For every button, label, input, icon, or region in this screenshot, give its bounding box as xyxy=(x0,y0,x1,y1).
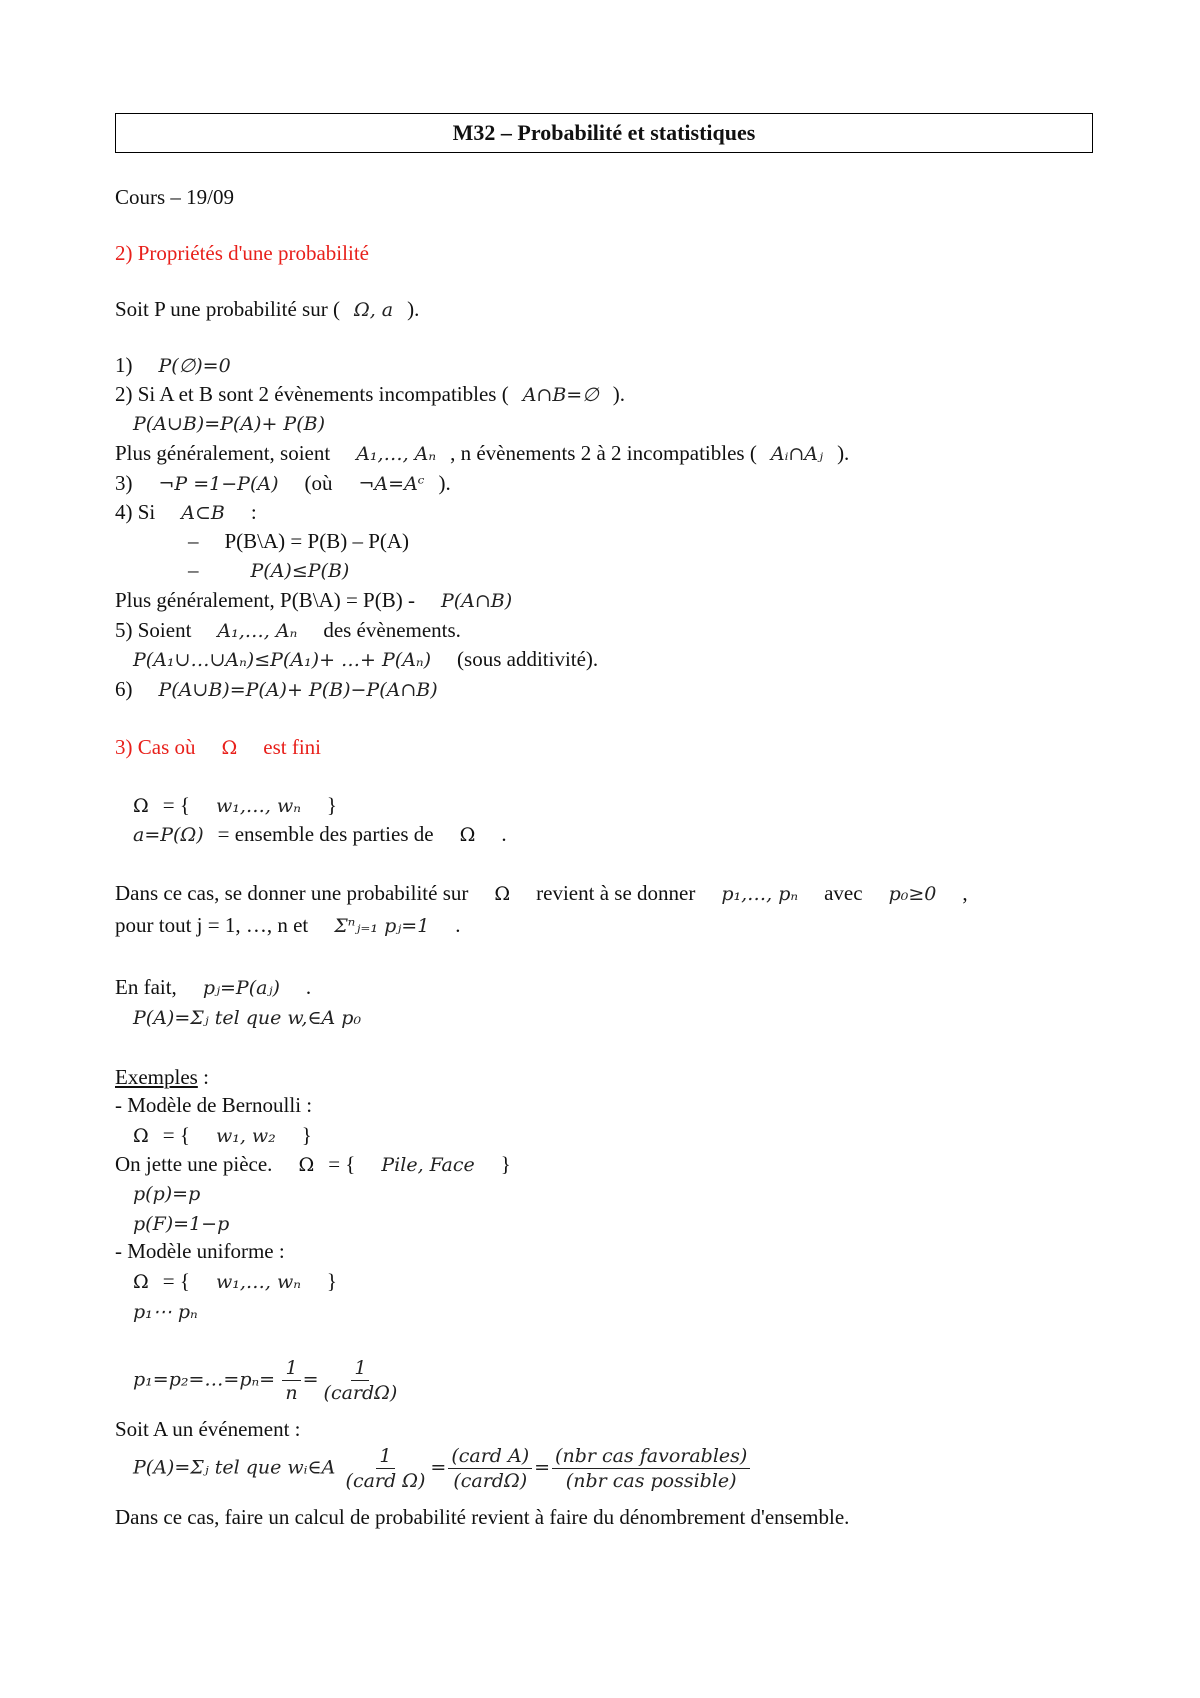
dans-ce-cas-line: Dans ce cas, se donner une probabilité sur Ω revient à se donner p₁,…, pₙ avec p₀≥0 , xyxy=(115,881,968,905)
fraction-1-over-n: $\frac{1}{n}$ xyxy=(282,1356,300,1405)
generalization-2: Plus généralement, P(B\A) = P(B) - P(A∩B) xyxy=(115,588,513,612)
pour-tout-line: pour tout j = 1, …, n et Σⁿⱼ₌₁ pⱼ=1 . xyxy=(115,913,461,937)
property-4-item-2: – P(A)≤P(B) xyxy=(188,558,350,582)
fraction-1-over-card: $\frac{1}{\text{(cardΩ)}}$ xyxy=(323,1357,398,1404)
property-2: 2) Si A et B sont 2 évènements incompatibles ( A∩B=∅ ). xyxy=(115,382,626,406)
fraction-1-over-card-omega: $\frac{1}{\text{(card Ω)}}$ xyxy=(345,1445,426,1492)
property-4: 4) Si A⊂B : xyxy=(115,500,257,524)
page-title: M32 – Probabilité et statistiques xyxy=(115,113,1093,153)
property-5: 5) Soient A₁,…, Aₙ des évènements. xyxy=(115,618,461,642)
event-line: Soit A un événement : xyxy=(115,1417,301,1441)
bernoulli-label: - Modèle de Bernoulli : xyxy=(115,1093,313,1117)
uniform-equation: p₁=p₂=…=pₙ= $\frac{1}{n}$ = $\frac{1}{\text{(cardΩ)}}$ xyxy=(133,1356,402,1405)
final-formula: P(A)=Σⱼ tel que wᵢ∈A $\frac{1}{\text{(card Ω)}}$ = $\frac{\text{(card A)}}{\text{(cardΩ)}}$ = $\frac{\text{(nbr cas favorables)}}{\text{(nbr cas possible)}}$ xyxy=(133,1444,752,1493)
property-1: 1) P(∅)=0 xyxy=(115,353,231,377)
section-2-heading: 2) Propriétés d'une probabilité xyxy=(115,241,369,265)
prob-face: p(F)=1−p xyxy=(133,1213,230,1235)
fraction-card-a-over-card-omega: $\frac{\text{(card A)}}{\text{(cardΩ)}}$ xyxy=(448,1444,532,1493)
section-3-heading: 3) Cas où Ω est fini xyxy=(115,735,322,759)
conclusion-line: Dans ce cas, faire un calcul de probabilité revient à faire du dénombrement d'ensemble. xyxy=(115,1505,850,1529)
sum-formula: P(A)=Σⱼ tel que w,∈A p₀ xyxy=(133,1007,362,1029)
property-5-formula: P(A₁∪…∪Aₙ)≤P(A₁)+ …+ P(Aₙ) (sous additivité). xyxy=(133,647,599,671)
uniform-probs: p₁⋯ pₙ xyxy=(133,1301,198,1323)
omega-definition: Ω = { w₁,…, wₙ } xyxy=(133,793,338,817)
property-6: 6) P(A∪B)=P(A)+ P(B)−P(A∩B) xyxy=(115,677,438,701)
en-fait-line: En fait, pⱼ=P(aⱼ) . xyxy=(115,975,312,999)
property-4-item-1: – P(B\A) = P(B) – P(A) xyxy=(188,529,410,553)
a-definition: a=P(Ω) = ensemble des parties de Ω . xyxy=(133,822,507,846)
fraction-favorable-over-possible: $\frac{\text{(nbr cas favorables)}}{\text{(nbr cas possible)}}$ xyxy=(552,1444,750,1493)
coin-line: On jette une pièce. Ω = { Pile, Face } xyxy=(115,1152,511,1176)
generalization-1: Plus généralement, soient A₁,…, Aₙ , n évènements 2 à 2 incompatibles ( Aᵢ∩Aⱼ ). xyxy=(115,441,850,465)
uniform-omega: Ω = { w₁,…, wₙ } xyxy=(133,1269,338,1293)
examples-heading: Exemples : xyxy=(115,1065,209,1089)
prob-pile: p(p)=p xyxy=(133,1183,201,1205)
course-date: Cours – 19/09 xyxy=(115,185,235,209)
uniform-label: - Modèle uniforme : xyxy=(115,1239,285,1263)
property-2-formula: P(A∪B)=P(A)+ P(B) xyxy=(133,413,325,435)
property-3: 3) ¬P =1−P(A) (où ¬A=Aᶜ ). xyxy=(115,471,451,495)
intro-line: Soit P une probabilité sur ( Ω, a ). xyxy=(115,297,420,321)
bernoulli-omega: Ω = { w₁, w₂ } xyxy=(133,1123,312,1147)
